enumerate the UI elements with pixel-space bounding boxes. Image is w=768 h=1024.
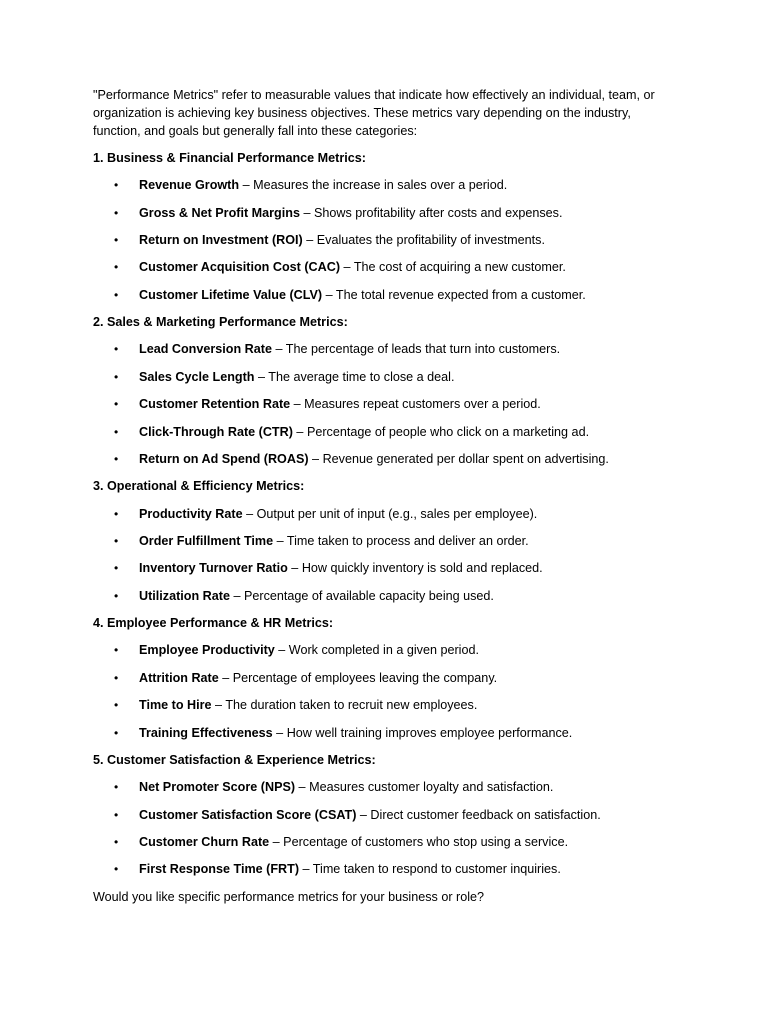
list-item	[93, 806, 678, 824]
metric-description: Direct customer feedback on satisfaction.	[370, 807, 601, 822]
metric-description: Measures repeat customers over a period.	[304, 397, 541, 412]
dash-separator: –	[218, 670, 233, 685]
metric-name: Customer Lifetime Value (CLV)	[139, 287, 323, 302]
metric-name: Return on Investment (ROI)	[139, 233, 303, 248]
dash-separator: –	[356, 807, 371, 822]
list-item	[93, 340, 678, 358]
metric-name: Return on Ad Spend (ROAS)	[139, 452, 309, 467]
metric-description: Output per unit of input (e.g., sales per employee).	[256, 506, 538, 521]
dash-separator: –	[292, 424, 307, 439]
spacer	[93, 140, 678, 149]
dash-separator: –	[299, 862, 313, 877]
metric-description: Shows profitability after costs and expenses.	[313, 205, 563, 220]
dash-separator: –	[302, 233, 317, 248]
metric-description: Measures the increase in sales over a period.	[253, 178, 508, 193]
dash-separator: –	[295, 780, 310, 795]
metric-list	[93, 176, 678, 304]
metric-list	[93, 505, 678, 605]
metric-name: Attrition Rate	[139, 670, 219, 685]
bullet-icon: •	[114, 506, 119, 521]
list-item	[93, 641, 678, 659]
metric-description: Percentage of employees leaving the company.	[232, 670, 498, 685]
closing-question: Would you like specific performance metrics for your business or role?	[93, 889, 485, 904]
bullet-icon: •	[114, 205, 119, 220]
bullet-icon: •	[114, 807, 119, 822]
list-item	[93, 532, 678, 550]
bullet-icon: •	[114, 698, 119, 713]
spacer	[93, 769, 678, 778]
metric-name: Customer Churn Rate	[139, 834, 270, 849]
metric-name: Customer Acquisition Cost (CAC)	[139, 260, 341, 275]
list-item	[93, 778, 678, 796]
list-item	[93, 860, 678, 878]
section-heading: 5. Customer Satisfaction & Experience Metrics:	[93, 752, 376, 767]
metric-list	[93, 340, 678, 468]
dash-separator: –	[273, 534, 287, 548]
list-item	[93, 286, 678, 304]
metric-description: The duration taken to recruit new employees.	[225, 698, 478, 713]
sections-container	[93, 149, 678, 878]
metric-name: Net Promoter Score (NPS)	[139, 780, 296, 795]
bullet-icon: •	[114, 342, 119, 357]
bullet-icon: •	[114, 369, 119, 384]
list-item	[93, 669, 678, 687]
bullet-icon: •	[114, 561, 119, 576]
dash-separator: –	[287, 561, 302, 576]
section-heading: 2. Sales & Marketing Performance Metrics:	[93, 315, 348, 330]
metric-name: Inventory Turnover Ratio	[139, 561, 288, 576]
bullet-icon: •	[114, 862, 119, 877]
metric-description: How well training improves employee performance.	[286, 725, 573, 740]
list-item	[93, 587, 678, 605]
metric-name: Customer Retention Rate	[139, 397, 291, 412]
list-item	[93, 368, 678, 386]
spacer	[93, 331, 678, 340]
metric-name: Productivity Rate	[139, 506, 243, 521]
metric-description: Evaluates the profitability of investments.	[316, 233, 545, 248]
bullet-icon: •	[114, 670, 119, 685]
metric-description: The total revenue expected from a customer.	[335, 287, 586, 302]
dash-separator: –	[299, 205, 314, 220]
bullet-icon: •	[114, 643, 119, 658]
list-item	[93, 724, 678, 742]
metric-list	[93, 641, 678, 741]
metric-name: Click-Through Rate (CTR)	[139, 424, 293, 439]
bullet-icon: •	[114, 588, 119, 603]
dash-separator: –	[254, 369, 269, 384]
section-heading: 4. Employee Performance & HR Metrics:	[93, 616, 334, 631]
metric-description: The cost of acquiring a new customer.	[353, 260, 566, 275]
metric-description: Measures customer loyalty and satisfaction.	[309, 780, 554, 795]
intro-paragraph: "Performance Metrics" refer to measurable values that indicate how effectively an individual, team, or organization is achieving key business objectives. These metrics vary depending on the industry, function, and goals but generally fall into these categories:	[93, 88, 655, 138]
metric-description: Percentage of customers who stop using a service.	[283, 834, 569, 849]
metric-name: Training Effectiveness	[139, 725, 273, 740]
metric-name: Gross & Net Profit Margins	[139, 205, 300, 220]
metric-description: How quickly inventory is sold and replaced.	[301, 561, 543, 576]
dash-separator: –	[211, 698, 226, 713]
section-heading: 1. Business & Financial Performance Metrics:	[93, 151, 366, 165]
list-item	[93, 204, 678, 222]
bullet-icon: •	[114, 452, 119, 467]
metric-name: Utilization Rate	[139, 588, 230, 603]
metric-description: Work completed in a given period.	[288, 643, 479, 658]
metric-name: Order Fulfillment Time	[139, 534, 274, 548]
bullet-icon: •	[114, 287, 119, 302]
bullet-icon: •	[114, 534, 119, 548]
dash-separator: –	[290, 397, 305, 412]
metric-description: Percentage of people who click on a marketing ad.	[306, 424, 590, 439]
bullet-icon: •	[114, 397, 119, 412]
list-item	[93, 696, 678, 714]
bullet-icon: •	[114, 834, 119, 849]
metric-name: Revenue Growth	[139, 178, 240, 193]
list-item	[93, 231, 678, 249]
section-heading: 3. Operational & Efficiency Metrics:	[93, 479, 305, 494]
metric-name: Employee Productivity	[139, 643, 275, 658]
metric-description: Time taken to respond to customer inquiries.	[312, 862, 561, 877]
list-item	[93, 176, 678, 194]
spacer	[93, 167, 678, 176]
list-item	[93, 423, 678, 441]
spacer	[93, 632, 678, 641]
metric-description: The percentage of leads that turn into customers.	[285, 342, 561, 357]
list-item	[93, 833, 678, 851]
metric-name: Sales Cycle Length	[139, 369, 255, 384]
bullet-icon: •	[114, 233, 119, 248]
bullet-icon: •	[114, 424, 119, 439]
metric-description: The average time to close a deal.	[268, 369, 455, 384]
dash-separator: –	[271, 342, 286, 357]
list-item	[93, 559, 678, 577]
dash-separator: –	[308, 452, 323, 467]
dash-separator: –	[340, 260, 354, 275]
dash-separator: –	[229, 588, 244, 603]
list-item	[93, 395, 678, 413]
dash-separator: –	[272, 725, 287, 740]
metric-name: First Response Time (FRT)	[139, 862, 300, 877]
metric-description: Percentage of available capacity being used.	[243, 588, 494, 603]
metric-name: Lead Conversion Rate	[139, 342, 272, 357]
bullet-icon: •	[114, 780, 119, 795]
metric-name: Time to Hire	[139, 698, 212, 713]
dash-separator: –	[269, 834, 284, 849]
bullet-icon: •	[114, 260, 119, 275]
metric-description: Time taken to process and deliver an order.	[286, 534, 529, 548]
metric-list	[93, 778, 678, 878]
bullet-icon: •	[114, 725, 119, 740]
dash-separator: –	[242, 506, 257, 521]
dash-separator: –	[274, 643, 289, 658]
spacer	[93, 495, 678, 504]
dash-separator: –	[239, 178, 254, 193]
metric-description: Revenue generated per dollar spent on advertising.	[322, 452, 609, 467]
list-item	[93, 450, 678, 468]
dash-separator: –	[322, 287, 336, 302]
document-page	[93, 86, 678, 906]
metric-name: Customer Satisfaction Score (CSAT)	[139, 807, 357, 822]
list-item	[93, 258, 678, 276]
bullet-icon: •	[114, 178, 119, 193]
list-item	[93, 505, 678, 523]
